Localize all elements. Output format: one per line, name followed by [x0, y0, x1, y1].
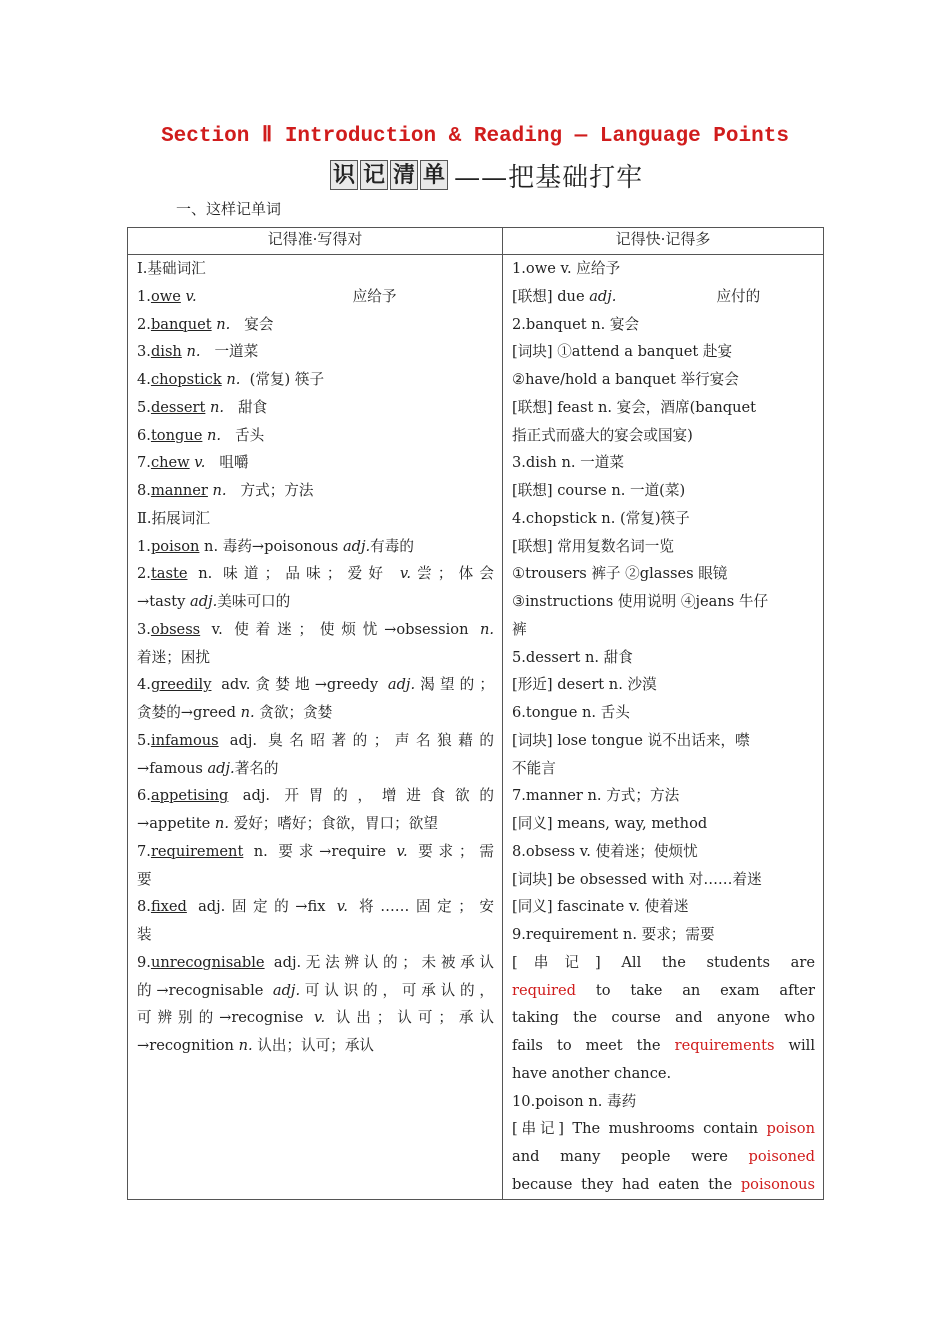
- right-line: [同义] fascinate v. 使着迷: [512, 898, 689, 916]
- right-line: 10.poison n. 毒药: [512, 1092, 637, 1110]
- list-item-continuation: 的→recognisable adj.可认识的，可承认的，: [137, 981, 494, 999]
- right-line: [串记] The mushrooms contain poison: [512, 1120, 815, 1138]
- list-item-continuation: 贪婪的→greed n. 贪欲；贪婪: [137, 704, 333, 721]
- right-line: [联想] due adj. 应付的: [512, 287, 761, 305]
- right-line: 指正式而盛大的宴会或国宴): [512, 426, 693, 444]
- right-line: ③instructions 使用说明 ④jeans 牛仔: [512, 593, 769, 610]
- right-line: [串记] All the students are: [512, 953, 815, 971]
- right-line: [同义] means, way, method: [512, 815, 708, 832]
- subtitle-boxed-char: 单: [420, 160, 448, 190]
- list-item: 5.dessert n. 甜食: [137, 398, 268, 416]
- right-line: ②have/hold a banquet 举行宴会: [512, 371, 739, 388]
- list-item-continuation: 可辨别的→recognise v. 认出；认可；承认: [137, 1009, 494, 1027]
- left-column-cell: [128, 255, 503, 1200]
- subheading: Ⅰ.基础词汇: [137, 260, 206, 277]
- vocabulary-table: [127, 227, 824, 1200]
- list-item: 6.appetising adj. 开胃的，增进食欲的: [137, 787, 494, 805]
- subtitle: [330, 158, 643, 192]
- column-header-left: 记得准·写得对: [128, 228, 503, 255]
- list-item: 5.infamous adj. 臭名昭著的；声名狼藉的: [137, 731, 494, 749]
- right-line: 2.banquet n. 宴会: [512, 315, 640, 333]
- list-item: 1.owe v. 应给予: [137, 287, 397, 305]
- right-line: because they had eaten the poisonous: [512, 1175, 815, 1193]
- list-item: 7.chew v. 咀嚼: [137, 454, 249, 472]
- list-item: 1.poison n. 毒药→poisonous adj.有毒的: [137, 537, 414, 555]
- page-title: Section Ⅱ Introduction & Reading — Language Points: [161, 125, 789, 148]
- list-item-continuation: 装: [137, 926, 152, 943]
- right-line: [词块] ①attend a banquet 赴宴: [512, 343, 733, 361]
- list-item: 6.tongue n. 舌头: [137, 426, 265, 444]
- right-line: 1.owe v. 应给予: [512, 260, 621, 277]
- right-line: 9.requirement n. 要求；需要: [512, 926, 715, 943]
- subtitle-text: ——把基础打牢: [454, 162, 644, 193]
- column-header-right: 记得快·记得多: [503, 228, 824, 255]
- list-item: 4.greedily adv.贪婪地→greedy adj.渴望的；: [137, 676, 494, 694]
- right-line: 8.obsess v. 使着迷；使烦忧: [512, 842, 698, 860]
- right-line: [词块] lose tongue 说不出话来，噤: [512, 731, 750, 749]
- right-column-cell: [503, 255, 824, 1200]
- right-line: required to take an exam after: [512, 981, 815, 999]
- right-line: and many people were poisoned: [512, 1148, 815, 1165]
- list-item: 8.manner n. 方式；方法: [137, 482, 314, 499]
- list-item: 9.unrecognisable adj.无法辨认的；未被承认: [137, 953, 494, 971]
- right-line: 不能言: [512, 759, 556, 777]
- right-line: taking the course and anyone who: [512, 1009, 815, 1027]
- subheading: Ⅱ.拓展词汇: [137, 509, 210, 527]
- right-line: [形近] desert n. 沙漠: [512, 676, 657, 694]
- list-item-continuation: →tasty adj.美味可口的: [137, 593, 291, 610]
- subtitle-boxed-char: 记: [360, 160, 388, 190]
- right-line: 7.manner n. 方式；方法: [512, 787, 680, 805]
- right-line: 5.dessert n. 甜食: [512, 648, 633, 666]
- right-line: 裤: [512, 620, 527, 638]
- subtitle-boxed-char: 清: [390, 160, 418, 190]
- section-heading: 一、这样记单词: [176, 200, 282, 218]
- list-item: 2.banquet n. 宴会: [137, 315, 274, 333]
- right-line: have another chance.: [512, 1064, 672, 1082]
- list-item: 3.dish n. 一道菜: [137, 343, 259, 361]
- right-line: [词块] be obsessed with 对……着迷: [512, 870, 762, 888]
- list-item-continuation: 着迷；困扰: [137, 648, 210, 666]
- right-line: [联想] feast n. 宴会，酒席(banquet: [512, 398, 756, 416]
- right-line: 4.chopstick n. (常复)筷子: [512, 509, 690, 527]
- right-line: fails to meet the requirements will: [512, 1037, 815, 1054]
- list-item-continuation: →famous adj.著名的: [137, 759, 279, 777]
- list-item: 4.chopstick n. (常复) 筷子: [137, 371, 325, 388]
- list-item: 2.taste n. 味道；品味；爱好 v.尝；体会: [137, 565, 494, 583]
- right-line: [联想] course n. 一道(菜): [512, 482, 686, 499]
- right-line: 3.dish n. 一道菜: [512, 454, 624, 472]
- list-item: 7.requirement n. 要求→require v. 要求；需: [137, 842, 494, 860]
- right-line: 6.tongue n. 舌头: [512, 704, 630, 721]
- list-item-continuation: →appetite n. 爱好；嗜好；食欲，胃口；欲望: [137, 815, 438, 832]
- list-item-continuation: 要: [137, 870, 152, 888]
- right-line: [联想] 常用复数名词一览: [512, 537, 674, 555]
- subtitle-boxed-char: 识: [330, 160, 358, 190]
- right-line: ①trousers 裤子 ②glasses 眼镜: [512, 565, 728, 583]
- list-item: 3.obsess v. 使着迷；使烦忧→obsession n.: [137, 620, 494, 638]
- list-item: 8.fixed adj.固定的→fix v. 将……固定；安: [137, 898, 494, 916]
- list-item-continuation: →recognition n. 认出；认可；承认: [137, 1037, 375, 1054]
